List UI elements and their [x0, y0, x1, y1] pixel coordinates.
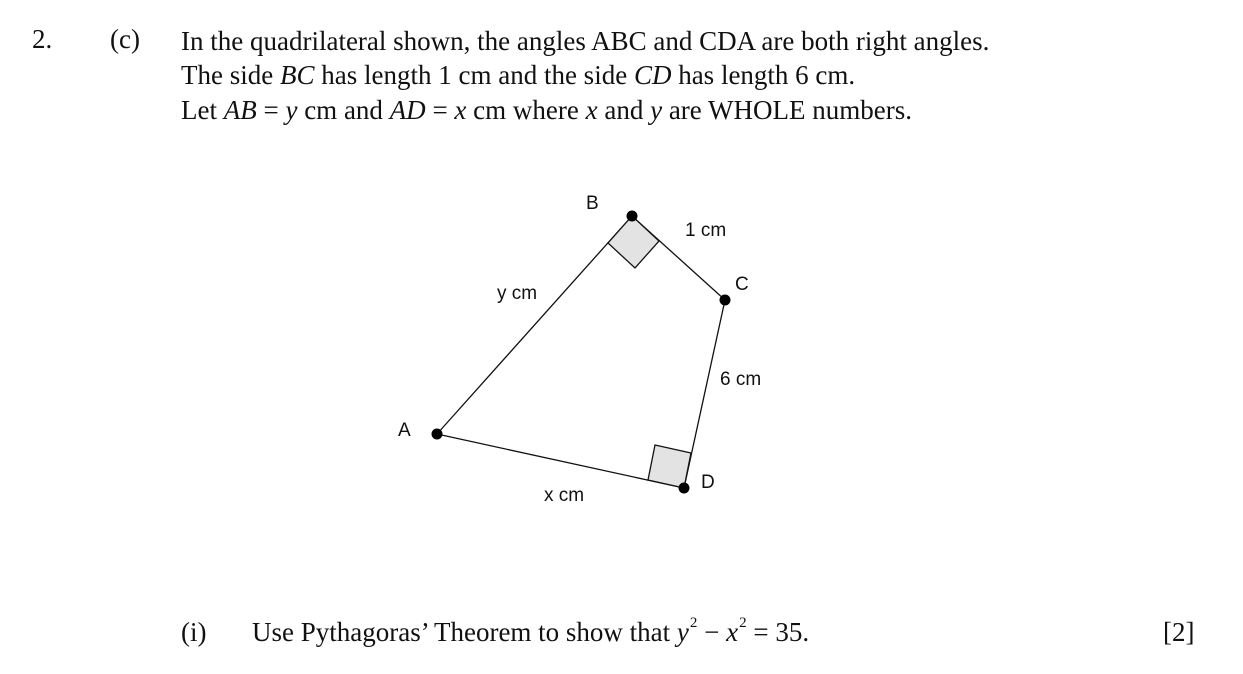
marks-label: [2]: [1163, 617, 1195, 647]
subpart-exponent-1: 2: [689, 615, 698, 631]
right-angle-marker-b: [608, 216, 659, 268]
subpart-rest: = 35.: [746, 617, 810, 647]
side-ad: AD: [389, 95, 426, 125]
question-number: 2.: [32, 24, 53, 54]
line-1-text: In the quadrilateral shown, the angles ABC and CDA are both right angles.: [181, 26, 990, 56]
right-angle-marker-d: [648, 445, 691, 488]
label-b: B: [586, 193, 599, 214]
line-2-part-b: has length 1 cm and the side: [314, 60, 634, 90]
line-3-part-d: and: [597, 95, 651, 125]
side-ab-line: [437, 216, 632, 434]
line-3-part-e: are WHOLE numbers.: [662, 95, 912, 125]
line-3-part-c: cm where: [466, 95, 586, 125]
var-x-2: x: [585, 95, 598, 125]
side-bc: BC: [279, 60, 315, 90]
equals-2: =: [425, 95, 455, 125]
vertex-a: [432, 429, 443, 440]
var-y-2: y: [650, 95, 663, 125]
line-3-part-a: Let: [181, 95, 224, 125]
subpart-var-y: y: [676, 617, 689, 647]
label-cd-length: 6 cm: [720, 369, 762, 390]
side-cd: CD: [633, 60, 672, 90]
label-bc-length: 1 cm: [685, 220, 727, 241]
subpart-text: [252, 615, 809, 654]
var-y: y: [285, 95, 298, 125]
vertex-b: [627, 211, 638, 222]
line-2-part-c: has length 6 cm.: [671, 60, 856, 90]
label-c: C: [735, 274, 749, 295]
vertex-d: [679, 483, 690, 494]
label-a: A: [398, 420, 411, 441]
label-ad-length: x cm: [544, 485, 585, 506]
label-ab-length: y cm: [497, 283, 538, 304]
question-part: (c): [110, 24, 140, 54]
equals-1: =: [256, 95, 286, 125]
side-ad-line: [437, 434, 684, 488]
line-2-part-a: The side: [181, 60, 280, 90]
label-d: D: [701, 472, 715, 493]
vertex-c: [720, 295, 731, 306]
var-x: x: [454, 95, 467, 125]
subpart-var-x: x: [726, 617, 739, 647]
subpart-minus: −: [697, 617, 727, 647]
line-3-part-b: cm and: [297, 95, 390, 125]
subpart-text-a: Use Pythagoras’ Theorem to show that: [252, 617, 677, 647]
subpart-exponent-2: 2: [739, 615, 747, 631]
side-ab: AB: [223, 95, 257, 125]
subpart-number: (i): [181, 617, 207, 647]
